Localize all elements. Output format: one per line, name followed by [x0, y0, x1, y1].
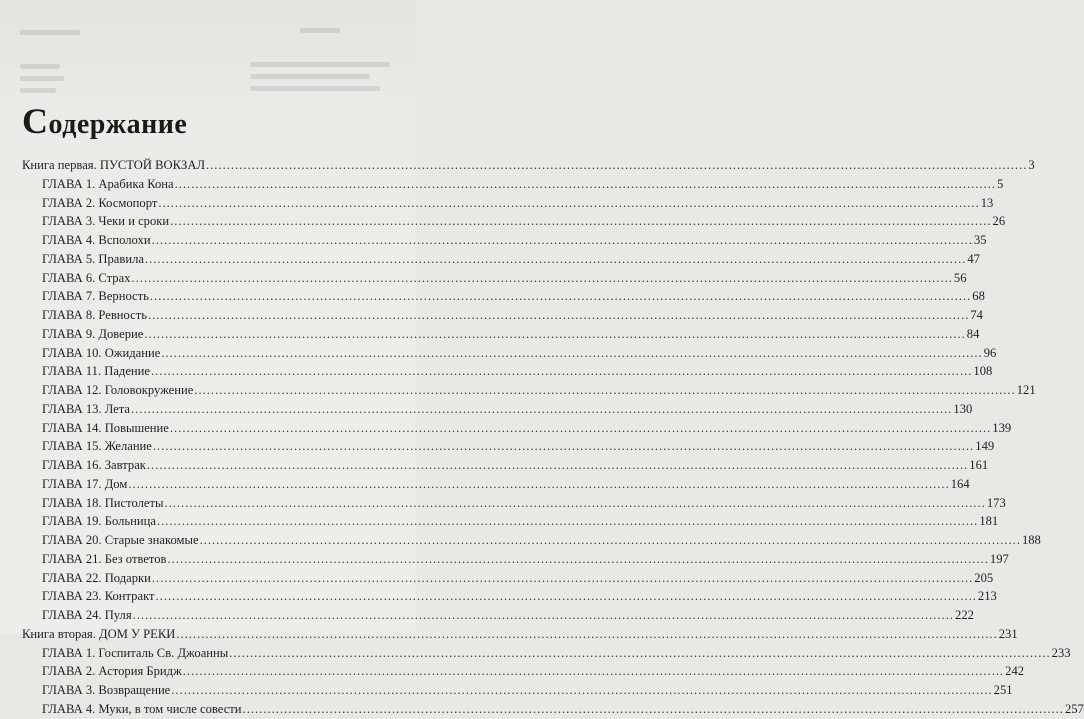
toc-entry-label: ГЛАВА 6. Страх — [42, 270, 131, 285]
toc-page-number: 108 — [973, 364, 993, 379]
toc-chapter-entry — [22, 531, 1041, 550]
toc-entry-label: ГЛАВА 8. Ревность — [42, 308, 147, 322]
toc-entry-label: ГЛАВА 18. Пистолеты — [42, 495, 164, 510]
toc-page-number: 121 — [1016, 383, 1036, 397]
toc-page-number: 161 — [969, 458, 989, 472]
toc-chapter-entry — [22, 381, 1036, 400]
toc-page-number: 96 — [983, 345, 997, 360]
toc-entry-label: ГЛАВА 17. Дом — [42, 476, 128, 491]
toc-entry-label: Книга вторая. ДОМ У РЕКИ — [22, 626, 176, 641]
toc-entry-label: ГЛАВА 20. Старые знакомые — [42, 533, 199, 547]
dot-leader — [152, 569, 973, 588]
toc-page-number: 213 — [977, 589, 997, 604]
dot-leader — [183, 662, 1004, 681]
dot-leader — [243, 700, 1064, 719]
toc-entry-label: ГЛАВА 11. Падение — [42, 364, 150, 379]
dot-leader — [150, 287, 971, 306]
toc-entry-label: ГЛАВА 7. Верность — [42, 289, 149, 304]
dot-leader — [145, 250, 966, 269]
toc-page-number: 233 — [1051, 645, 1071, 660]
dot-leader — [152, 231, 973, 250]
toc-entry-label: Книга первая. ПУСТОЙ ВОКЗАЛ — [22, 158, 205, 172]
toc-entry-label: ГЛАВА 13. Лета — [42, 401, 131, 416]
toc-chapter-entry — [22, 569, 994, 588]
toc-chapter-entry — [22, 587, 997, 606]
toc-book-entry — [22, 156, 1035, 175]
dot-leader — [133, 606, 954, 625]
toc-page-number: 84 — [966, 326, 980, 341]
toc-chapter-entry — [22, 419, 1012, 438]
toc-page-number: 35 — [973, 233, 987, 247]
toc-page-number: 149 — [975, 439, 995, 454]
toc-entry-label: ГЛАВА 1. Госпиталь Св. Джоанны — [42, 645, 229, 660]
show-through-text — [0, 0, 416, 110]
dot-leader — [147, 456, 968, 475]
toc-chapter-entry — [22, 700, 1084, 719]
toc-entry-label: ГЛАВА 2. Астория Бридж — [42, 664, 182, 679]
toc-entry-label: ГЛАВА 23. Контракт — [42, 589, 155, 604]
toc-chapter-entry — [22, 681, 1013, 700]
toc-book-entry — [22, 625, 1018, 644]
dot-leader — [200, 531, 1021, 550]
toc-entry-label: ГЛАВА 12. Головокружение — [42, 383, 194, 397]
toc-page-number: 68 — [972, 289, 985, 304]
toc-page-number: 231 — [998, 626, 1018, 641]
page-title — [22, 100, 187, 142]
toc-chapter-entry — [22, 175, 1004, 194]
toc-entry-label: ГЛАВА 2. Космопорт — [42, 195, 158, 210]
toc-chapter-entry — [22, 644, 1071, 663]
toc-page-number: 188 — [1021, 533, 1041, 547]
toc-chapter-entry — [22, 287, 985, 306]
dot-leader — [194, 381, 1015, 400]
dot-leader — [156, 587, 977, 606]
toc-chapter-entry — [22, 231, 987, 250]
toc-page-number: 26 — [992, 214, 1006, 229]
toc-entry-label: ГЛАВА 4. Муки, в том числе совести — [42, 701, 242, 716]
toc-chapter-entry — [22, 362, 993, 381]
toc-entry-label: ГЛАВА 5. Правила — [42, 251, 144, 266]
dot-leader — [131, 400, 952, 419]
title-first-letter: С — [22, 101, 49, 141]
toc-chapter-entry — [22, 194, 994, 213]
dot-leader — [151, 362, 972, 381]
toc-page-number: 47 — [967, 251, 980, 266]
toc-page-number: 74 — [970, 308, 983, 322]
dot-leader — [157, 512, 978, 531]
dot-leader — [161, 344, 982, 363]
dot-leader — [128, 475, 949, 494]
toc-entry-label: ГЛАВА 15. Желание — [42, 439, 152, 454]
dot-leader — [144, 325, 965, 344]
toc-page-number: 139 — [992, 420, 1012, 435]
dot-leader — [171, 681, 992, 700]
toc-chapter-entry — [22, 306, 983, 325]
toc-page-number: 197 — [989, 551, 1009, 566]
toc-entry-label: ГЛАВА 19. Больница — [42, 514, 156, 529]
dot-leader — [170, 212, 991, 231]
toc-entry-label: ГЛАВА 22. Подарки — [42, 570, 151, 585]
toc-page-number: 257 — [1064, 701, 1084, 716]
toc-page-number: 242 — [1005, 664, 1025, 679]
dot-leader — [148, 306, 969, 325]
toc-entry-label: ГЛАВА 3. Возвращение — [42, 683, 171, 697]
toc-page-number: 251 — [993, 683, 1013, 697]
dot-leader — [170, 419, 991, 438]
toc-page-number: 56 — [953, 270, 967, 285]
dot-leader — [168, 550, 989, 569]
table-of-contents — [22, 156, 1084, 719]
dot-leader — [175, 175, 996, 194]
toc-chapter-entry — [22, 325, 980, 344]
toc-chapter-entry — [22, 456, 989, 475]
toc-chapter-entry — [22, 269, 967, 288]
toc-page-number: 205 — [974, 570, 994, 585]
toc-chapter-entry — [22, 475, 970, 494]
toc-chapter-entry — [22, 512, 999, 531]
toc-entry-label: ГЛАВА 21. Без ответов — [42, 551, 167, 566]
dot-leader — [158, 194, 979, 213]
toc-page-number: 130 — [953, 401, 973, 416]
toc-chapter-entry — [22, 550, 1009, 569]
toc-entry-label: ГЛАВА 24. Пуля — [42, 608, 132, 622]
toc-page-number: 173 — [986, 495, 1006, 510]
toc-chapter-entry — [22, 250, 980, 269]
toc-entry-label: ГЛАВА 14. Повышение — [42, 420, 169, 435]
toc-chapter-entry — [22, 494, 1006, 513]
toc-page-number: 3 — [1028, 158, 1035, 172]
title-rest: одержание — [48, 109, 188, 140]
toc-entry-label: ГЛАВА 9. Доверие — [42, 326, 144, 341]
toc-chapter-entry — [22, 400, 973, 419]
dot-leader — [153, 437, 974, 456]
toc-page-number: 13 — [980, 195, 994, 210]
toc-page-number: 181 — [979, 514, 999, 529]
toc-entry-label: ГЛАВА 3. Чеки и сроки — [42, 214, 170, 229]
toc-chapter-entry — [22, 662, 1025, 681]
dot-leader — [132, 269, 953, 288]
toc-chapter-entry — [22, 344, 997, 363]
toc-entry-label: ГЛАВА 10. Ожидание — [42, 345, 161, 360]
toc-page-number: 164 — [950, 476, 970, 491]
dot-leader — [206, 156, 1027, 175]
toc-chapter-entry — [22, 437, 995, 456]
toc-entry-label: ГЛАВА 1. Арабика Кона — [42, 176, 174, 191]
toc-page-number: 5 — [997, 176, 1004, 191]
toc-chapter-entry — [22, 212, 1006, 231]
dot-leader — [229, 644, 1050, 663]
toc-chapter-entry — [22, 606, 974, 625]
dot-leader — [176, 625, 997, 644]
toc-entry-label: ГЛАВА 4. Всполохи — [42, 233, 151, 247]
dot-leader — [164, 494, 985, 513]
toc-page-number: 222 — [955, 608, 974, 622]
toc-entry-label: ГЛАВА 16. Завтрак — [42, 458, 146, 472]
